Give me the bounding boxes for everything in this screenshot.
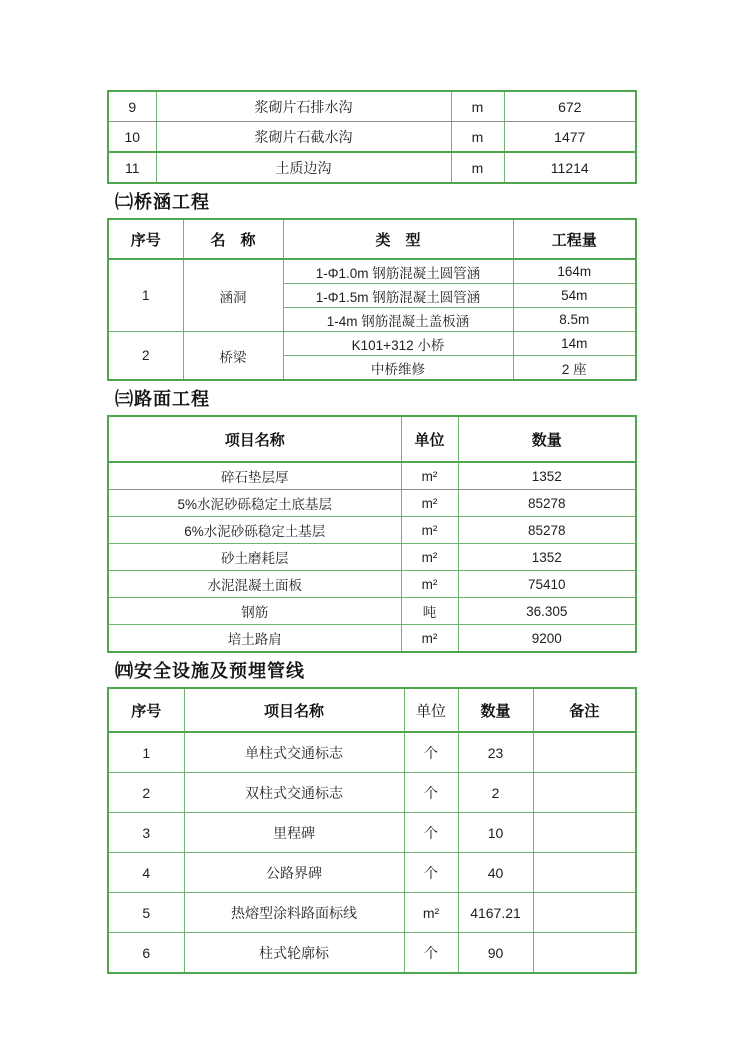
cell-name: 6%水泥砂砾稳定土基层 bbox=[108, 517, 401, 544]
cell-type: 中桥维修 bbox=[283, 356, 513, 381]
column-header-name: 项目名称 bbox=[184, 688, 404, 732]
table-row bbox=[108, 152, 636, 183]
safety-table bbox=[107, 687, 637, 974]
cell-qty: 23 bbox=[458, 732, 533, 773]
cell-name: 双柱式交通标志 bbox=[184, 773, 404, 813]
drainage-table bbox=[107, 90, 637, 184]
column-header-unit: 单位 bbox=[404, 688, 458, 732]
cell-name: 砂土磨耗层 bbox=[108, 544, 401, 571]
cell-unit: 吨 bbox=[401, 598, 458, 625]
cell-name: 公路界碑 bbox=[184, 853, 404, 893]
cell-qty: 2 座 bbox=[513, 356, 636, 381]
column-header-type: 类 型 bbox=[283, 219, 513, 259]
cell-unit: m² bbox=[404, 893, 458, 933]
cell-no: 11 bbox=[108, 152, 156, 183]
header-row bbox=[108, 688, 636, 732]
cell-qty: 672 bbox=[504, 91, 636, 122]
safety-table-header bbox=[108, 688, 636, 732]
cell-name: 土质边沟 bbox=[156, 152, 451, 183]
cell-qty: 1352 bbox=[458, 462, 636, 490]
cell-no: 2 bbox=[108, 773, 184, 813]
cell-note bbox=[533, 853, 636, 893]
cell-type: 1-Φ1.5m 钢筋混凝土圆管涵 bbox=[283, 284, 513, 308]
column-header-qty: 数量 bbox=[458, 688, 533, 732]
cell-name: 培土路肩 bbox=[108, 625, 401, 653]
table-row bbox=[108, 625, 636, 653]
cell-no: 6 bbox=[108, 933, 184, 974]
cell-no: 4 bbox=[108, 853, 184, 893]
cell-qty: 1352 bbox=[458, 544, 636, 571]
cell-unit: m bbox=[451, 122, 504, 153]
pavement-table-header bbox=[108, 416, 636, 462]
column-header-qty: 数量 bbox=[458, 416, 636, 462]
cell-unit: m bbox=[451, 91, 504, 122]
column-header-unit: 单位 bbox=[401, 416, 458, 462]
cell-name: 桥梁 bbox=[183, 332, 283, 381]
cell-no: 5 bbox=[108, 893, 184, 933]
table-row bbox=[108, 259, 636, 284]
column-header-name: 项目名称 bbox=[108, 416, 401, 462]
bridge-table bbox=[107, 218, 637, 381]
bridge-table-header bbox=[108, 219, 636, 259]
cell-name: 浆砌片石截水沟 bbox=[156, 122, 451, 153]
cell-qty: 40 bbox=[458, 853, 533, 893]
table-row bbox=[108, 813, 636, 853]
cell-qty: 90 bbox=[458, 933, 533, 974]
section-heading-bridge: ㈡桥涵工程 bbox=[115, 192, 210, 212]
cell-qty: 10 bbox=[458, 813, 533, 853]
cell-unit: m² bbox=[401, 571, 458, 598]
cell-qty: 85278 bbox=[458, 517, 636, 544]
table-row bbox=[108, 598, 636, 625]
bridge-table-body bbox=[108, 259, 636, 380]
table-row bbox=[108, 893, 636, 933]
cell-name: 碎石垫层厚 bbox=[108, 462, 401, 490]
cell-name: 5%水泥砂砾稳定土底基层 bbox=[108, 490, 401, 517]
cell-note bbox=[533, 933, 636, 974]
cell-qty: 11214 bbox=[504, 152, 636, 183]
cell-unit: m bbox=[451, 152, 504, 183]
cell-name: 浆砌片石排水沟 bbox=[156, 91, 451, 122]
document-content bbox=[107, 0, 636, 974]
cell-unit: m² bbox=[401, 462, 458, 490]
pavement-table bbox=[107, 415, 637, 653]
cell-qty: 1477 bbox=[504, 122, 636, 153]
cell-name: 单柱式交通标志 bbox=[184, 732, 404, 773]
cell-unit: 个 bbox=[404, 933, 458, 974]
table-row bbox=[108, 773, 636, 813]
cell-no: 1 bbox=[108, 259, 183, 332]
table-row bbox=[108, 571, 636, 598]
cell-unit: 个 bbox=[404, 813, 458, 853]
cell-qty: 54m bbox=[513, 284, 636, 308]
cell-qty: 2 bbox=[458, 773, 533, 813]
section-heading-pavement: ㈢路面工程 bbox=[115, 389, 210, 409]
column-header-name: 名 称 bbox=[183, 219, 283, 259]
cell-unit: m² bbox=[401, 544, 458, 571]
cell-type: 1-4m 钢筋混凝土盖板涵 bbox=[283, 308, 513, 332]
cell-qty: 8.5m bbox=[513, 308, 636, 332]
cell-name: 涵洞 bbox=[183, 259, 283, 332]
cell-type: K101+312 小桥 bbox=[283, 332, 513, 356]
column-header-qty: 工程量 bbox=[513, 219, 636, 259]
cell-qty: 36.305 bbox=[458, 598, 636, 625]
cell-no: 9 bbox=[108, 91, 156, 122]
cell-note bbox=[533, 893, 636, 933]
section-heading-safety: ㈣安全设施及预埋管线 bbox=[115, 661, 305, 681]
drainage-table-body bbox=[108, 91, 636, 183]
table-row bbox=[108, 91, 636, 122]
cell-unit: 个 bbox=[404, 732, 458, 773]
table-row bbox=[108, 122, 636, 153]
cell-qty: 4167.21 bbox=[458, 893, 533, 933]
cell-no: 10 bbox=[108, 122, 156, 153]
pavement-table-body bbox=[108, 462, 636, 652]
cell-unit: m² bbox=[401, 517, 458, 544]
cell-name: 里程碑 bbox=[184, 813, 404, 853]
table-row bbox=[108, 544, 636, 571]
table-row bbox=[108, 490, 636, 517]
cell-name: 柱式轮廓标 bbox=[184, 933, 404, 974]
cell-type: 1-Φ1.0m 钢筋混凝土圆管涵 bbox=[283, 259, 513, 284]
table-row bbox=[108, 732, 636, 773]
column-header-no: 序号 bbox=[108, 688, 184, 732]
header-row bbox=[108, 219, 636, 259]
header-row bbox=[108, 416, 636, 462]
table-row bbox=[108, 462, 636, 490]
cell-unit: 个 bbox=[404, 853, 458, 893]
table-row bbox=[108, 332, 636, 356]
column-header-note: 备注 bbox=[533, 688, 636, 732]
table-row bbox=[108, 853, 636, 893]
cell-qty: 85278 bbox=[458, 490, 636, 517]
cell-no: 1 bbox=[108, 732, 184, 773]
cell-qty: 75410 bbox=[458, 571, 636, 598]
cell-qty: 9200 bbox=[458, 625, 636, 653]
cell-name: 钢筋 bbox=[108, 598, 401, 625]
cell-name: 水泥混凝土面板 bbox=[108, 571, 401, 598]
cell-unit: m² bbox=[401, 625, 458, 653]
cell-note bbox=[533, 813, 636, 853]
cell-unit: 个 bbox=[404, 773, 458, 813]
cell-no: 2 bbox=[108, 332, 183, 381]
table-row bbox=[108, 517, 636, 544]
cell-note bbox=[533, 773, 636, 813]
cell-unit: m² bbox=[401, 490, 458, 517]
cell-name: 热熔型涂料路面标线 bbox=[184, 893, 404, 933]
cell-note bbox=[533, 732, 636, 773]
cell-no: 3 bbox=[108, 813, 184, 853]
table-row bbox=[108, 933, 636, 974]
cell-qty: 14m bbox=[513, 332, 636, 356]
safety-table-body bbox=[108, 732, 636, 973]
column-header-no: 序号 bbox=[108, 219, 183, 259]
cell-qty: 164m bbox=[513, 259, 636, 284]
